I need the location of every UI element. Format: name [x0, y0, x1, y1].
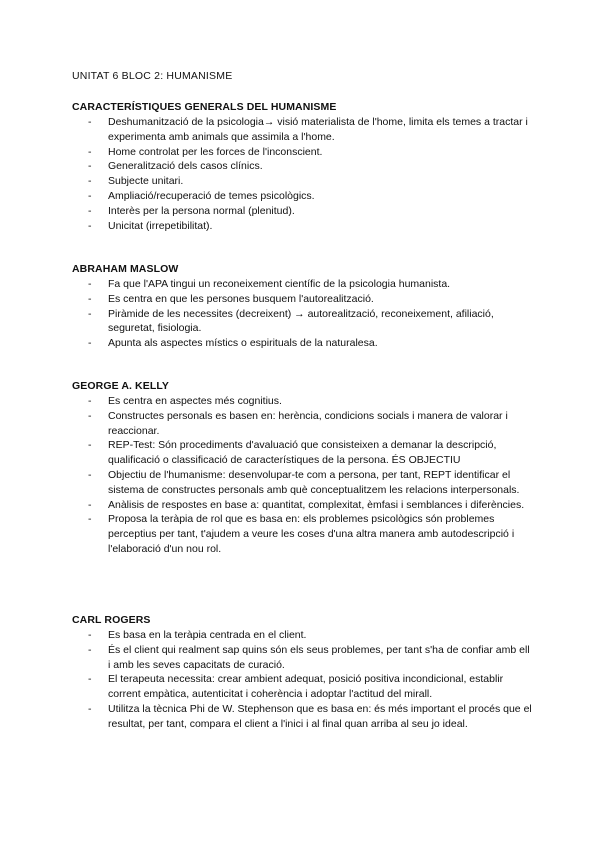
list-item: - És el client qui realment sap quins són els seus problemes, per tant s'ha de confiar amb ell i amb les seves capacitats de curació. [88, 643, 530, 671]
list-item: - Apunta als aspectes místics o espirituals de la naturalesa. [88, 337, 378, 350]
list-item: - Objectiu de l'humanisme: desenvolupar-te com a persona, per tant, REPT identificar el sistema de constructes personals amb què conceptualitzem les relacions interpersonals. [88, 468, 520, 496]
list-item: - El terapeuta necessita: crear ambient adequat, posició positiva incondicional, establir corrent empàtica, autenticitat i coherència i adoptar l'actitud del mirall. [88, 673, 504, 701]
section-kelly [72, 380, 532, 557]
bullet-list [72, 394, 532, 557]
section-heading: ABRAHAM MASLOW [72, 263, 179, 275]
list-item: - Generalització dels casos clínics. [88, 160, 263, 173]
list-item: - Deshumanització de la psicologia→ visió materialista de l'home, limita els temes a tractar i experimenta amb animals que assimila a l'home. [88, 116, 528, 143]
list-item: - Fa que l'APA tingui un reconeixement científic de la psicologia humanista. [88, 278, 451, 290]
list-item: - Constructes personals es basen en: herència, condicions socials i manera de valorar i reaccionar. [88, 409, 508, 437]
page-title: UNITAT 6 BLOC 2: HUMANISME [72, 70, 233, 82]
section-humanisme [72, 101, 532, 233]
section-rogers [72, 614, 532, 732]
list-item: - Es basa en la teràpia centrada en el client. [88, 629, 307, 641]
list-item: - Proposa la teràpia de rol que es basa en: els problemes psicològics són problemes perceptius per tant, t'ajudem a veure les coses d'una altra manera amb autodescripció i l'elaboració d'un nou rol. [88, 513, 515, 555]
list-item: - REP-Test: Són procediments d'avaluació que consisteixen a demanar la descripció, qualificació o classificació de característiques de la persona. ÉS OBJECTIU [88, 439, 497, 467]
section-maslow [72, 263, 532, 351]
list-item: - Es centra en que les persones busquem l'autorealització. [88, 292, 374, 305]
list-item: - Piràmide de les necessites (decreixent) → autorealització, reconeixement, afiliació, seguretat, fisiologia. [88, 307, 494, 335]
bullet-list [72, 628, 532, 732]
section-heading: CARL ROGERS [72, 614, 151, 626]
list-item: - Es centra en aspectes més cognitius. [88, 395, 282, 407]
list-item: - Ampliació/recuperació de temes psicològics. [88, 189, 315, 202]
list-item: - Unicitat (irrepetibilitat). [88, 219, 213, 232]
list-item: - Subjecte unitari. [88, 175, 184, 188]
section-heading: CARACTERÍSTIQUES GENERALS DEL HUMANISME [72, 101, 337, 113]
list-item: - Home controlat per les forces de l'inconscient. [88, 145, 323, 158]
bullet-list [72, 277, 532, 351]
section-heading: GEORGE A. KELLY [72, 380, 169, 392]
list-item: - Anàlisis de respostes en base a: quantitat, complexitat, èmfasi i semblances i diferències. [88, 498, 525, 511]
list-item: - Utilitza la tècnica Phi de W. Stephenson que es basa en: és més important el procés que el resultat, per tant, compara el client a l'inici i al final quan arriba al seu jo ideal. [88, 702, 532, 730]
bullet-list [72, 115, 532, 233]
list-item: - Interès per la persona normal (plenitud). [88, 204, 295, 217]
